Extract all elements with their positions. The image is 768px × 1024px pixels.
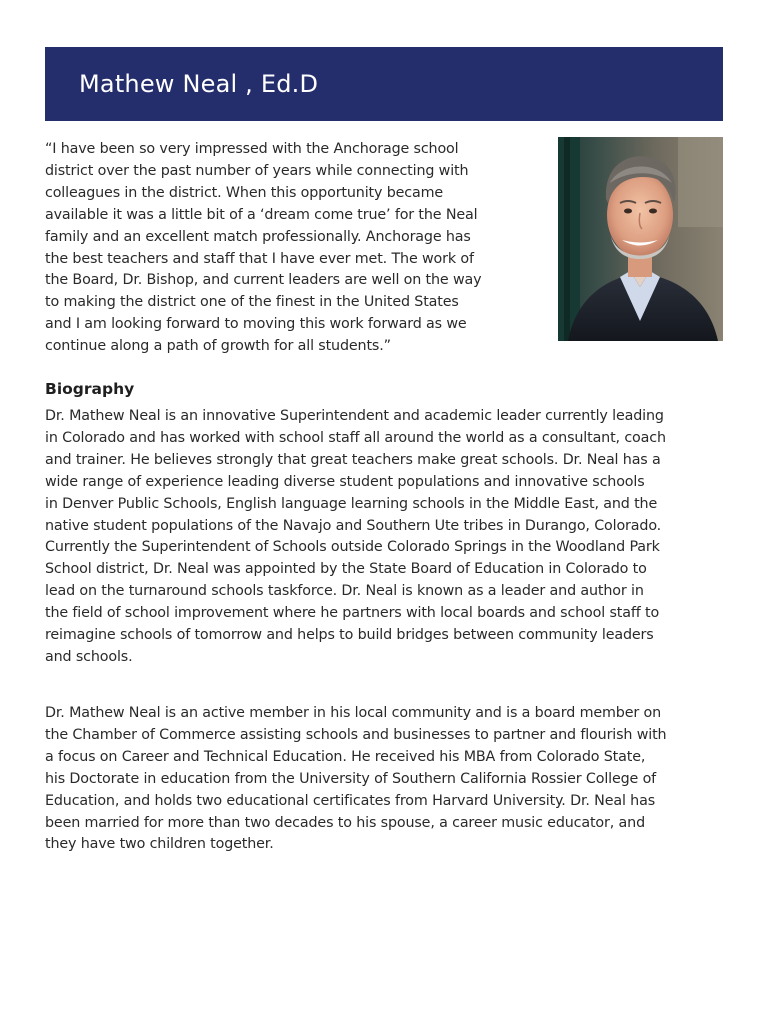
quote-line: the Board, Dr. Bishop, and current leaders are well on the way [45,272,482,289]
paragraph-line: a focus on Career and Technical Education. He received his MBA from Colorado State, [45,748,646,765]
paragraph-line: they have two children together. [45,836,274,853]
paragraph-line: Currently the Superintendent of Schools outside Colorado Springs in the Woodland Park [45,539,660,556]
quote-line: the best teachers and staff that I have ever met. The work of [45,250,474,267]
paragraph-line: Dr. Mathew Neal is an innovative Superintendent and academic leader currently leading [45,408,664,424]
paragraph-line: the Chamber of Commerce assisting schools and businesses to partner and flourish with [45,726,667,743]
paragraph-line: lead on the turnaround schools taskforce. Dr. Neal is known as a leader and author in [45,583,644,600]
quote-line: to making the district one of the finest in the United States [45,294,459,311]
paragraph-line: School district, Dr. Neal was appointed by the State Board of Education in Colorado to [45,561,647,578]
paragraph-line: in Denver Public Schools, English language learning schools in the Middle East, and the [45,495,658,512]
portrait-photo [558,137,723,341]
quote-line: available it was a little bit of a ‘dream come true’ for the Neal [45,206,478,223]
paragraph-line: reimagine schools of tomorrow and helps to build bridges between community leaders [45,627,654,644]
quote-line: and I am looking forward to moving this work forward as we [45,316,467,333]
paragraph-line: Dr. Mathew Neal is an active member in his local community and is a board member on [45,705,661,721]
quote-line: district over the past number of years while connecting with [45,162,469,179]
paragraph-line: in Colorado and has worked with school staff all around the world as a consultant, coach [45,429,666,446]
paragraph-line: his Doctorate in education from the University of Southern California Rossier College of [45,770,657,787]
paragraph-line: and schools. [45,648,133,665]
biography-heading: Biography [45,380,135,398]
paragraph-line: native student populations of the Navajo and Southern Ute tribes in Durango, Colorado. [45,517,662,534]
quote-line: colleagues in the district. When this opportunity became [45,184,444,201]
biography-paragraph-2 [45,703,745,856]
quote-block [45,139,540,358]
page-title: Mathew Neal , Ed.D [79,70,319,98]
quote-line: continue along a path of growth for all students.” [45,338,391,355]
paragraph-line: wide range of experience leading diverse student populations and innovative schools [45,473,645,490]
quote-line: “I have been so very impressed with the Anchorage school [45,141,459,157]
biography-paragraph-1 [45,406,745,669]
portrait-photo-icon [558,137,723,341]
quote-line: family and an excellent match professionally. Anchorage has [45,228,471,245]
paragraph-line: the field of school improvement where he partners with local boards and school staff to [45,605,660,622]
header-bar [45,47,723,121]
paragraph-line: Education, and holds two educational certificates from Harvard University. Dr. Neal has [45,792,655,809]
paragraph-line: been married for more than two decades to his spouse, a career music educator, and [45,814,645,831]
paragraph-line: and trainer. He believes strongly that great teachers make great schools. Dr. Neal has a [45,451,661,468]
